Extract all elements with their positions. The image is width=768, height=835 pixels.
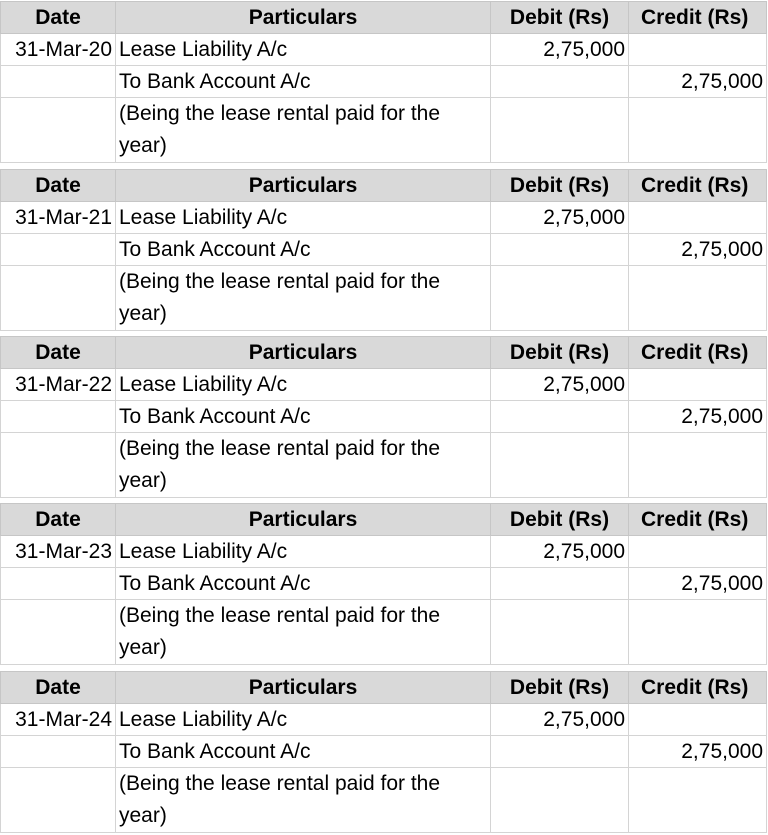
header-particulars: Particulars bbox=[116, 337, 491, 369]
debit-account: Lease Liability A/c bbox=[116, 202, 491, 234]
header-credit: Credit (Rs) bbox=[629, 2, 767, 34]
header-particulars: Particulars bbox=[116, 672, 491, 704]
empty-date-cell bbox=[1, 568, 116, 600]
entry-date: 31-Mar-22 bbox=[1, 369, 116, 401]
header-row bbox=[1, 170, 767, 202]
empty-credit-cell bbox=[629, 768, 767, 833]
header-particulars: Particulars bbox=[116, 504, 491, 536]
credit-account: To Bank Account A/c bbox=[116, 66, 491, 98]
credit-amount: 2,75,000 bbox=[629, 568, 767, 600]
empty-date-cell bbox=[1, 768, 116, 833]
empty-credit-cell bbox=[629, 536, 767, 568]
debit-row bbox=[1, 34, 767, 66]
empty-credit-cell bbox=[629, 98, 767, 163]
empty-credit-cell bbox=[629, 433, 767, 498]
header-particulars: Particulars bbox=[116, 170, 491, 202]
narration-row bbox=[1, 266, 767, 331]
narration-row bbox=[1, 98, 767, 163]
debit-amount: 2,75,000 bbox=[491, 369, 629, 401]
narration: (Being the lease rental paid for the year) bbox=[116, 600, 491, 665]
empty-credit-cell bbox=[629, 600, 767, 665]
debit-row bbox=[1, 202, 767, 234]
entry-date: 31-Mar-21 bbox=[1, 202, 116, 234]
entry-date: 31-Mar-24 bbox=[1, 704, 116, 736]
header-particulars: Particulars bbox=[116, 2, 491, 34]
entry-date: 31-Mar-23 bbox=[1, 536, 116, 568]
header-row bbox=[1, 504, 767, 536]
credit-row bbox=[1, 401, 767, 433]
debit-account: Lease Liability A/c bbox=[116, 704, 491, 736]
empty-date-cell bbox=[1, 433, 116, 498]
narration: (Being the lease rental paid for the year) bbox=[116, 266, 491, 331]
journal-entry-table bbox=[0, 1, 767, 163]
narration-row bbox=[1, 768, 767, 833]
header-date: Date bbox=[1, 504, 116, 536]
empty-date-cell bbox=[1, 66, 116, 98]
entry-date: 31-Mar-20 bbox=[1, 34, 116, 66]
empty-date-cell bbox=[1, 736, 116, 768]
narration: (Being the lease rental paid for the year) bbox=[116, 768, 491, 833]
header-credit: Credit (Rs) bbox=[629, 170, 767, 202]
credit-row bbox=[1, 66, 767, 98]
header-row bbox=[1, 337, 767, 369]
header-credit: Credit (Rs) bbox=[629, 672, 767, 704]
debit-account: Lease Liability A/c bbox=[116, 369, 491, 401]
empty-date-cell bbox=[1, 600, 116, 665]
debit-amount: 2,75,000 bbox=[491, 202, 629, 234]
credit-row bbox=[1, 568, 767, 600]
empty-debit-cell bbox=[491, 768, 629, 833]
narration: (Being the lease rental paid for the year) bbox=[116, 98, 491, 163]
credit-account: To Bank Account A/c bbox=[116, 736, 491, 768]
credit-row bbox=[1, 234, 767, 266]
narration-row bbox=[1, 433, 767, 498]
empty-debit-cell bbox=[491, 401, 629, 433]
empty-date-cell bbox=[1, 266, 116, 331]
debit-amount: 2,75,000 bbox=[491, 704, 629, 736]
header-row bbox=[1, 2, 767, 34]
debit-row bbox=[1, 536, 767, 568]
header-debit: Debit (Rs) bbox=[491, 2, 629, 34]
empty-credit-cell bbox=[629, 34, 767, 66]
journal-entry-table bbox=[0, 336, 767, 498]
empty-credit-cell bbox=[629, 202, 767, 234]
credit-account: To Bank Account A/c bbox=[116, 234, 491, 266]
empty-debit-cell bbox=[491, 433, 629, 498]
debit-row bbox=[1, 704, 767, 736]
debit-account: Lease Liability A/c bbox=[116, 536, 491, 568]
empty-credit-cell bbox=[629, 266, 767, 331]
empty-debit-cell bbox=[491, 98, 629, 163]
header-date: Date bbox=[1, 672, 116, 704]
header-debit: Debit (Rs) bbox=[491, 504, 629, 536]
credit-row bbox=[1, 736, 767, 768]
empty-debit-cell bbox=[491, 736, 629, 768]
credit-account: To Bank Account A/c bbox=[116, 568, 491, 600]
credit-amount: 2,75,000 bbox=[629, 234, 767, 266]
header-debit: Debit (Rs) bbox=[491, 672, 629, 704]
journal-entry-table bbox=[0, 169, 767, 331]
header-credit: Credit (Rs) bbox=[629, 337, 767, 369]
debit-amount: 2,75,000 bbox=[491, 536, 629, 568]
empty-debit-cell bbox=[491, 66, 629, 98]
credit-amount: 2,75,000 bbox=[629, 401, 767, 433]
debit-row bbox=[1, 369, 767, 401]
empty-credit-cell bbox=[629, 704, 767, 736]
empty-debit-cell bbox=[491, 568, 629, 600]
empty-date-cell bbox=[1, 98, 116, 163]
header-debit: Debit (Rs) bbox=[491, 337, 629, 369]
narration-row bbox=[1, 600, 767, 665]
header-credit: Credit (Rs) bbox=[629, 504, 767, 536]
empty-debit-cell bbox=[491, 234, 629, 266]
journal-entry-table bbox=[0, 671, 767, 833]
header-date: Date bbox=[1, 2, 116, 34]
debit-amount: 2,75,000 bbox=[491, 34, 629, 66]
empty-debit-cell bbox=[491, 266, 629, 331]
credit-amount: 2,75,000 bbox=[629, 66, 767, 98]
header-date: Date bbox=[1, 337, 116, 369]
header-debit: Debit (Rs) bbox=[491, 170, 629, 202]
empty-date-cell bbox=[1, 234, 116, 266]
empty-credit-cell bbox=[629, 369, 767, 401]
empty-date-cell bbox=[1, 401, 116, 433]
narration: (Being the lease rental paid for the year) bbox=[116, 433, 491, 498]
credit-account: To Bank Account A/c bbox=[116, 401, 491, 433]
empty-debit-cell bbox=[491, 600, 629, 665]
header-row bbox=[1, 672, 767, 704]
credit-amount: 2,75,000 bbox=[629, 736, 767, 768]
debit-account: Lease Liability A/c bbox=[116, 34, 491, 66]
journal-entry-table bbox=[0, 503, 767, 665]
header-date: Date bbox=[1, 170, 116, 202]
